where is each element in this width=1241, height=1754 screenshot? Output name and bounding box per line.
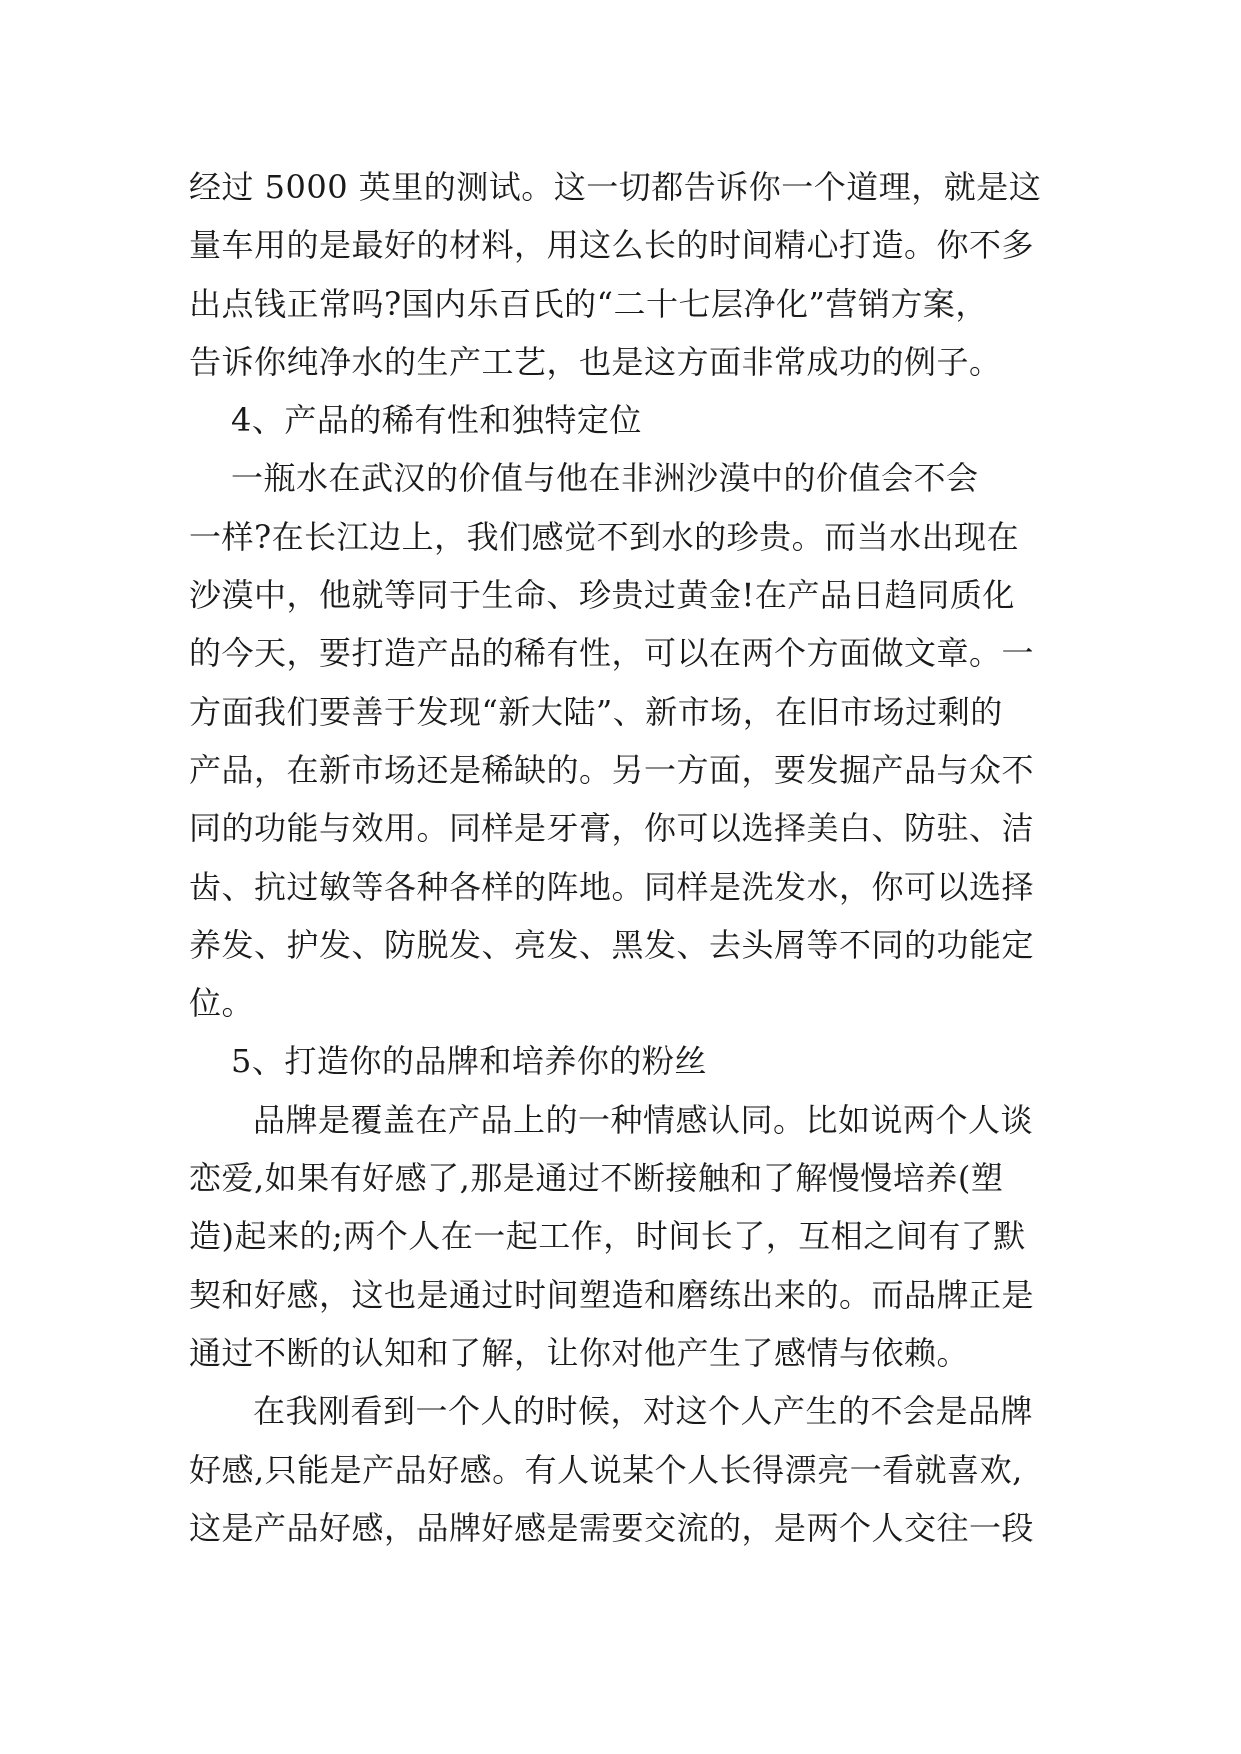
text-line: 位。 — [189, 984, 255, 1023]
text-line: 告诉你纯净水的生产工艺，也是这方面非常成功的例子。 — [189, 342, 1002, 381]
text-line: 恋爱,如果有好感了,那是通过不断接触和了解慢慢培养(塑 — [189, 1159, 1004, 1198]
text-line: 这是产品好感，品牌好感是需要交流的，是两个人交往一段 — [189, 1508, 1035, 1547]
text-line: 沙漠中，他就等同于生命、珍贵过黄金!在产品日趋同质化 — [189, 576, 1015, 615]
text-line: 契和好感，这也是通过时间塑造和磨练出来的。而品牌正是 — [189, 1275, 1035, 1314]
text-line: 养发、护发、防脱发、亮发、黑发、去头屑等不同的功能定 — [189, 925, 1035, 964]
text-line: 的今天，要打造产品的稀有性，可以在两个方面做文章。一 — [189, 634, 1035, 673]
text-line: 品牌是覆盖在产品上的一种情感认同。比如说两个人谈 — [253, 1100, 1034, 1139]
text-line: 好感,只能是产品好感。有人说某个人长得漂亮一看就喜欢, — [189, 1450, 1023, 1489]
text-line: 在我刚看到一个人的时候，对这个人产生的不会是品牌 — [253, 1392, 1034, 1431]
text-line: 方面我们要善于发现“新大陆”、新市场，在旧市场过剩的 — [189, 692, 1003, 731]
text-line: 一瓶水在武汉的价值与他在非洲沙漠中的价值会不会 — [231, 459, 979, 498]
section-heading: 4、产品的稀有性和独特定位 — [231, 401, 642, 440]
text-line: 量车用的是最好的材料，用这么长的时间精心打造。你不多 — [189, 226, 1035, 265]
text-line: 同的功能与效用。同样是牙膏，你可以选择美白、防驻、洁 — [189, 809, 1035, 848]
text-line: 一样?在长江边上，我们感觉不到水的珍贵。而当水出现在 — [189, 517, 1020, 556]
text-line: 造)起来的;两个人在一起工作，时间长了，互相之间有了默 — [189, 1217, 1026, 1256]
body-text — [189, 158, 1059, 1557]
section-heading: 5、打造你的品牌和培养你的粉丝 — [231, 1042, 707, 1081]
text-line: 出点钱正常吗?国内乐百氏的“二十七层净化”营销方案， — [189, 284, 988, 323]
text-line: 通过不断的认知和了解，让你对他产生了感情与依赖。 — [189, 1333, 970, 1372]
text-line: 齿、抗过敏等各种各样的阵地。同样是洗发水，你可以选择 — [189, 867, 1035, 906]
text-line: 经过 5000 英里的测试。这一切都告诉你一个道理，就是这 — [189, 168, 1042, 206]
text-line: 产品，在新市场还是稀缺的。另一方面，要发掘产品与众不 — [189, 750, 1035, 789]
